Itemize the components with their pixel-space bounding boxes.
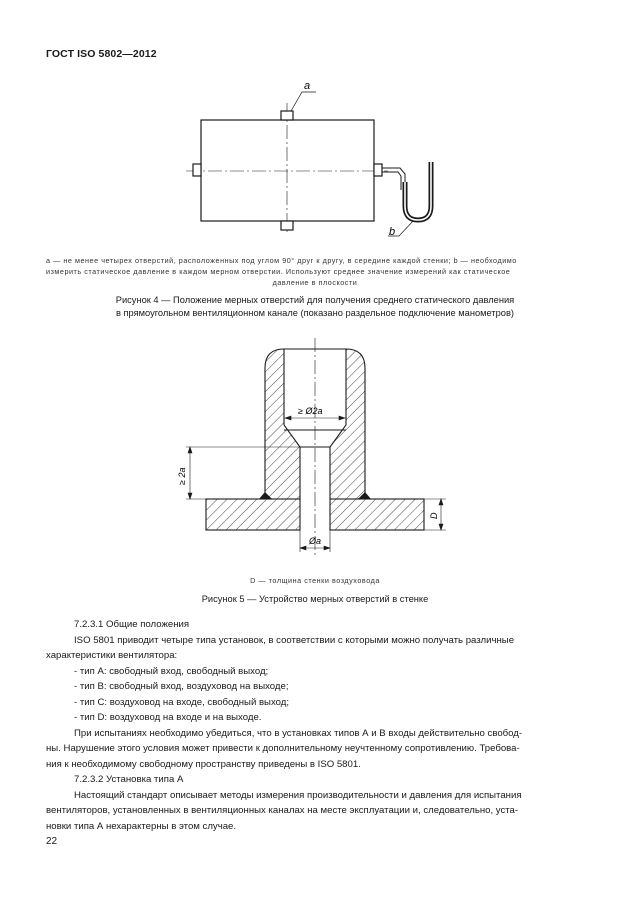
label-a: a bbox=[304, 80, 311, 92]
figure-5-note: D — толщина стенки воздуховода bbox=[250, 576, 380, 585]
figure-4-caption-line1: Рисунок 4 — Положение мерных отверстий для получения среднего статического давления bbox=[115, 295, 515, 305]
paragraph-line: При испытаниях необходимо убедиться, что в установках типов А и В входы действительно свобод- bbox=[74, 728, 523, 739]
duct-rectangle bbox=[201, 120, 374, 221]
list-item: - тип D: воздуховод на входе и на выходе. bbox=[74, 712, 262, 723]
boss-left bbox=[265, 349, 300, 499]
paragraph-line: ния к необходимому свободному пространству приведены в ISO 5801. bbox=[46, 759, 361, 770]
paragraph-line: характеристики вентилятора: bbox=[46, 650, 178, 661]
paragraph-line: вентиляторов, установленных в вентиляционных каналах на месте эксплуатации и, следовательно, уста- bbox=[46, 805, 519, 816]
boss-right bbox=[330, 349, 365, 499]
section-heading-7-2-3-2: 7.2.3.2 Установка типа А bbox=[74, 774, 184, 785]
paragraph-line: ISO 5801 приводит четыре типа установок, в соответствии с которыми можно получать различные bbox=[74, 635, 515, 646]
tap-top bbox=[281, 111, 293, 120]
paragraph-line: новки типа А нехарактерны в этом случае. bbox=[46, 821, 237, 832]
paragraph-line: ны. Нарушение этого условия может привести к дополнительному неучтенному сопротивлению. Требова- bbox=[46, 743, 520, 754]
page-number: 22 bbox=[46, 836, 58, 847]
tap-left bbox=[193, 164, 201, 176]
duct-wall-left bbox=[206, 499, 300, 530]
tap-bottom bbox=[281, 221, 293, 230]
figure-4-note-line3: давление в плоскости bbox=[272, 278, 358, 287]
paragraph-line: Настоящий стандарт описывает методы измерения производительности и давления для испытания bbox=[74, 790, 522, 801]
list-item: - тип С: воздуховод на входе, свободный выход; bbox=[74, 697, 290, 708]
document-header: ГОСТ ISO 5802—2012 bbox=[46, 48, 157, 60]
duct-wall-right bbox=[330, 499, 424, 530]
dim-D: D bbox=[429, 512, 439, 519]
figure-4-note-line1: a — не менее четырех отверстий, расположенных под углом 90° друг к другу, в середине каждой стенки; b — необходимо bbox=[46, 256, 517, 265]
list-item: - тип А: свободный вход, свободный выход; bbox=[74, 666, 269, 677]
dim-2a-height: ≥ 2a bbox=[177, 467, 187, 485]
figure-4-note-line2: измерить статическое давление в каждом мерном отверстии. Используют среднее значение измерений как статическое bbox=[46, 267, 511, 276]
figure-5-caption: Рисунок 5 — Устройство мерных отверстий в стенке bbox=[201, 594, 429, 604]
label-b: b bbox=[389, 226, 396, 238]
u-tube-manometer bbox=[405, 162, 431, 220]
leader-a bbox=[291, 92, 316, 111]
figure-4-duct-diagram bbox=[0, 0, 630, 250]
figure-5-tap-detail bbox=[0, 330, 630, 570]
list-item: - тип В: свободный вход, воздуховод на выходе; bbox=[74, 681, 289, 692]
dim-2a-diameter: ≥ Ø2a bbox=[298, 406, 323, 416]
dim-a-diameter: Øa bbox=[309, 536, 322, 546]
figure-4-caption-line2: в прямоугольном вентиляционном канале (показано раздельное подключение манометров) bbox=[115, 308, 515, 318]
tap-right bbox=[374, 164, 382, 176]
section-heading-7-2-3-1: 7.2.3.1 Общие положения bbox=[74, 619, 190, 630]
